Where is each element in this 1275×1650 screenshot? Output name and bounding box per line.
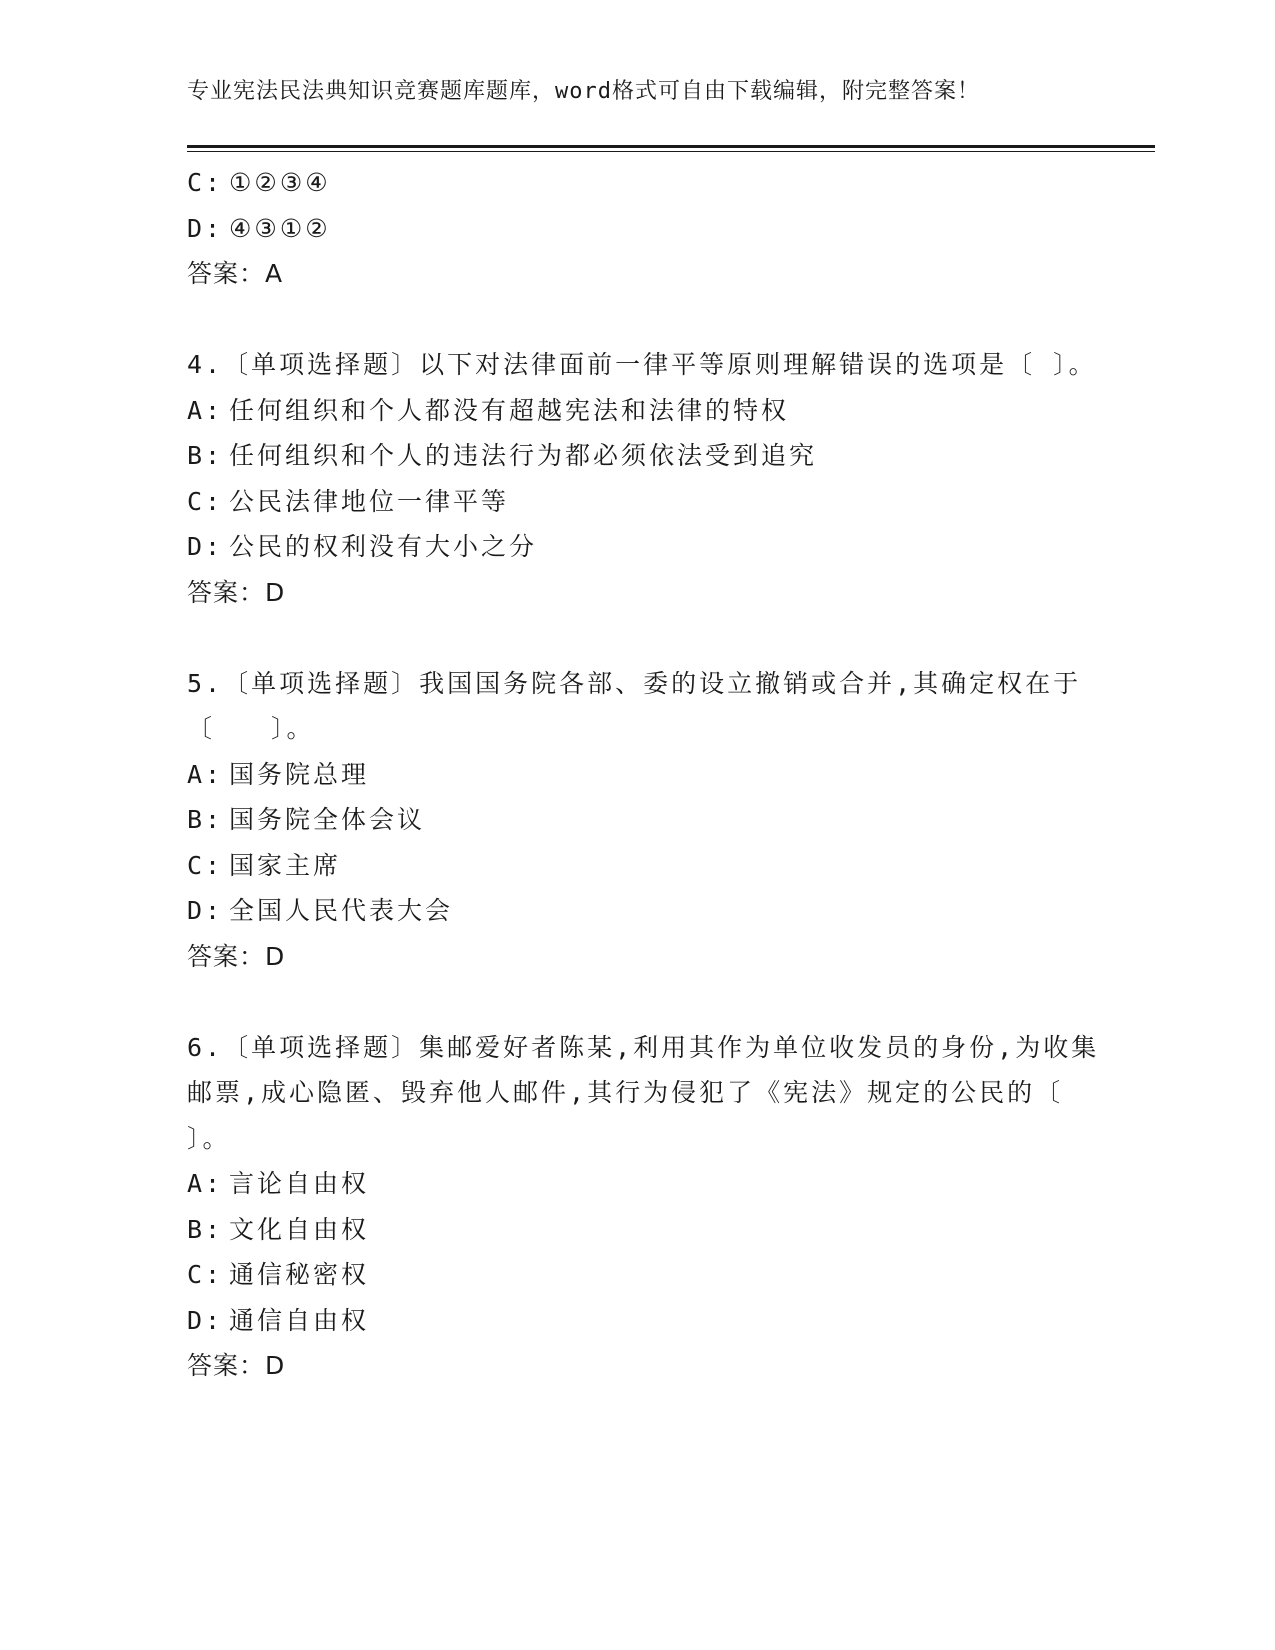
option-row — [187, 479, 1107, 525]
spacer — [187, 297, 1107, 343]
option-row — [187, 843, 1107, 889]
option-row — [187, 388, 1107, 434]
option-letter: D: — [187, 1305, 224, 1335]
option-text: 公民法律地位一律平等 — [229, 486, 510, 516]
option-text: 文化自由权 — [229, 1214, 370, 1244]
option-text: 全国人民代表大会 — [229, 896, 454, 925]
option-letter: C: — [187, 1260, 224, 1289]
question-stem: 4.〔单项选择题〕以下对法律面前一律平等原则理解错误的选项是〔 〕。 — [187, 350, 1097, 379]
answer-line: 答案：D — [187, 577, 286, 607]
option-letter: D: — [187, 532, 224, 561]
option-letter: D: — [187, 896, 224, 925]
option-row — [187, 524, 1107, 570]
option-text: 通信秘密权 — [229, 1260, 370, 1289]
option-letter: D: — [187, 213, 224, 243]
option-row — [187, 206, 1107, 252]
question-stem: 5.〔单项选择题〕我国国务院各部、委的设立撤销或合并,其确定权在于〔 〕。 — [187, 668, 1082, 743]
header-rule-thick — [187, 145, 1155, 148]
option-row — [187, 752, 1107, 798]
option-row — [187, 1252, 1107, 1298]
option-text: 任何组织和个人都没有超越宪法和法律的特权 — [229, 395, 790, 425]
spacer — [187, 615, 1107, 661]
option-row — [187, 160, 1107, 206]
document-body — [187, 160, 1120, 1389]
option-letter: C: — [187, 850, 224, 880]
spacer — [187, 979, 1107, 1025]
option-row — [187, 888, 1107, 934]
option-row — [187, 1298, 1107, 1344]
answer-line: 答案：A — [187, 259, 284, 288]
option-text: 通信自由权 — [229, 1305, 370, 1335]
option-row — [187, 433, 1107, 479]
option-text: ④③①② — [229, 213, 331, 243]
page-header: 专业宪法民法典知识竞赛题库题库，word格式可自由下载编辑，附完整答案！ — [187, 79, 980, 104]
option-letter: C: — [187, 168, 224, 197]
option-row — [187, 1207, 1107, 1253]
answer-line: 答案：D — [187, 1351, 286, 1380]
question-stem: 6.〔单项选择题〕集邮爱好者陈某,利用其作为单位收发员的身份,为收集邮票,成心隐匿、毁弃他人邮件,其行为侵犯了《宪法》规定的公民的〔 〕。 — [187, 1032, 1120, 1153]
option-letter: B: — [187, 1214, 224, 1244]
header-rule-thin — [187, 151, 1155, 152]
option-row — [187, 797, 1107, 843]
option-text: 国务院总理 — [229, 759, 370, 789]
option-letter: A: — [187, 759, 224, 789]
option-text: 公民的权利没有大小之分 — [229, 532, 538, 561]
answer-line: 答案：D — [187, 941, 286, 971]
option-letter: B: — [187, 441, 224, 470]
option-text: ①②③④ — [229, 168, 331, 197]
option-text: 言论自由权 — [229, 1169, 370, 1198]
option-text: 任何组织和个人的违法行为都必须依法受到追究 — [229, 441, 818, 470]
option-text: 国家主席 — [229, 850, 342, 880]
option-letter: C: — [187, 486, 224, 516]
option-letter: B: — [187, 805, 224, 834]
option-row — [187, 1161, 1107, 1207]
option-text: 国务院全体会议 — [229, 805, 426, 834]
option-letter: A: — [187, 1169, 224, 1198]
option-letter: A: — [187, 395, 224, 425]
